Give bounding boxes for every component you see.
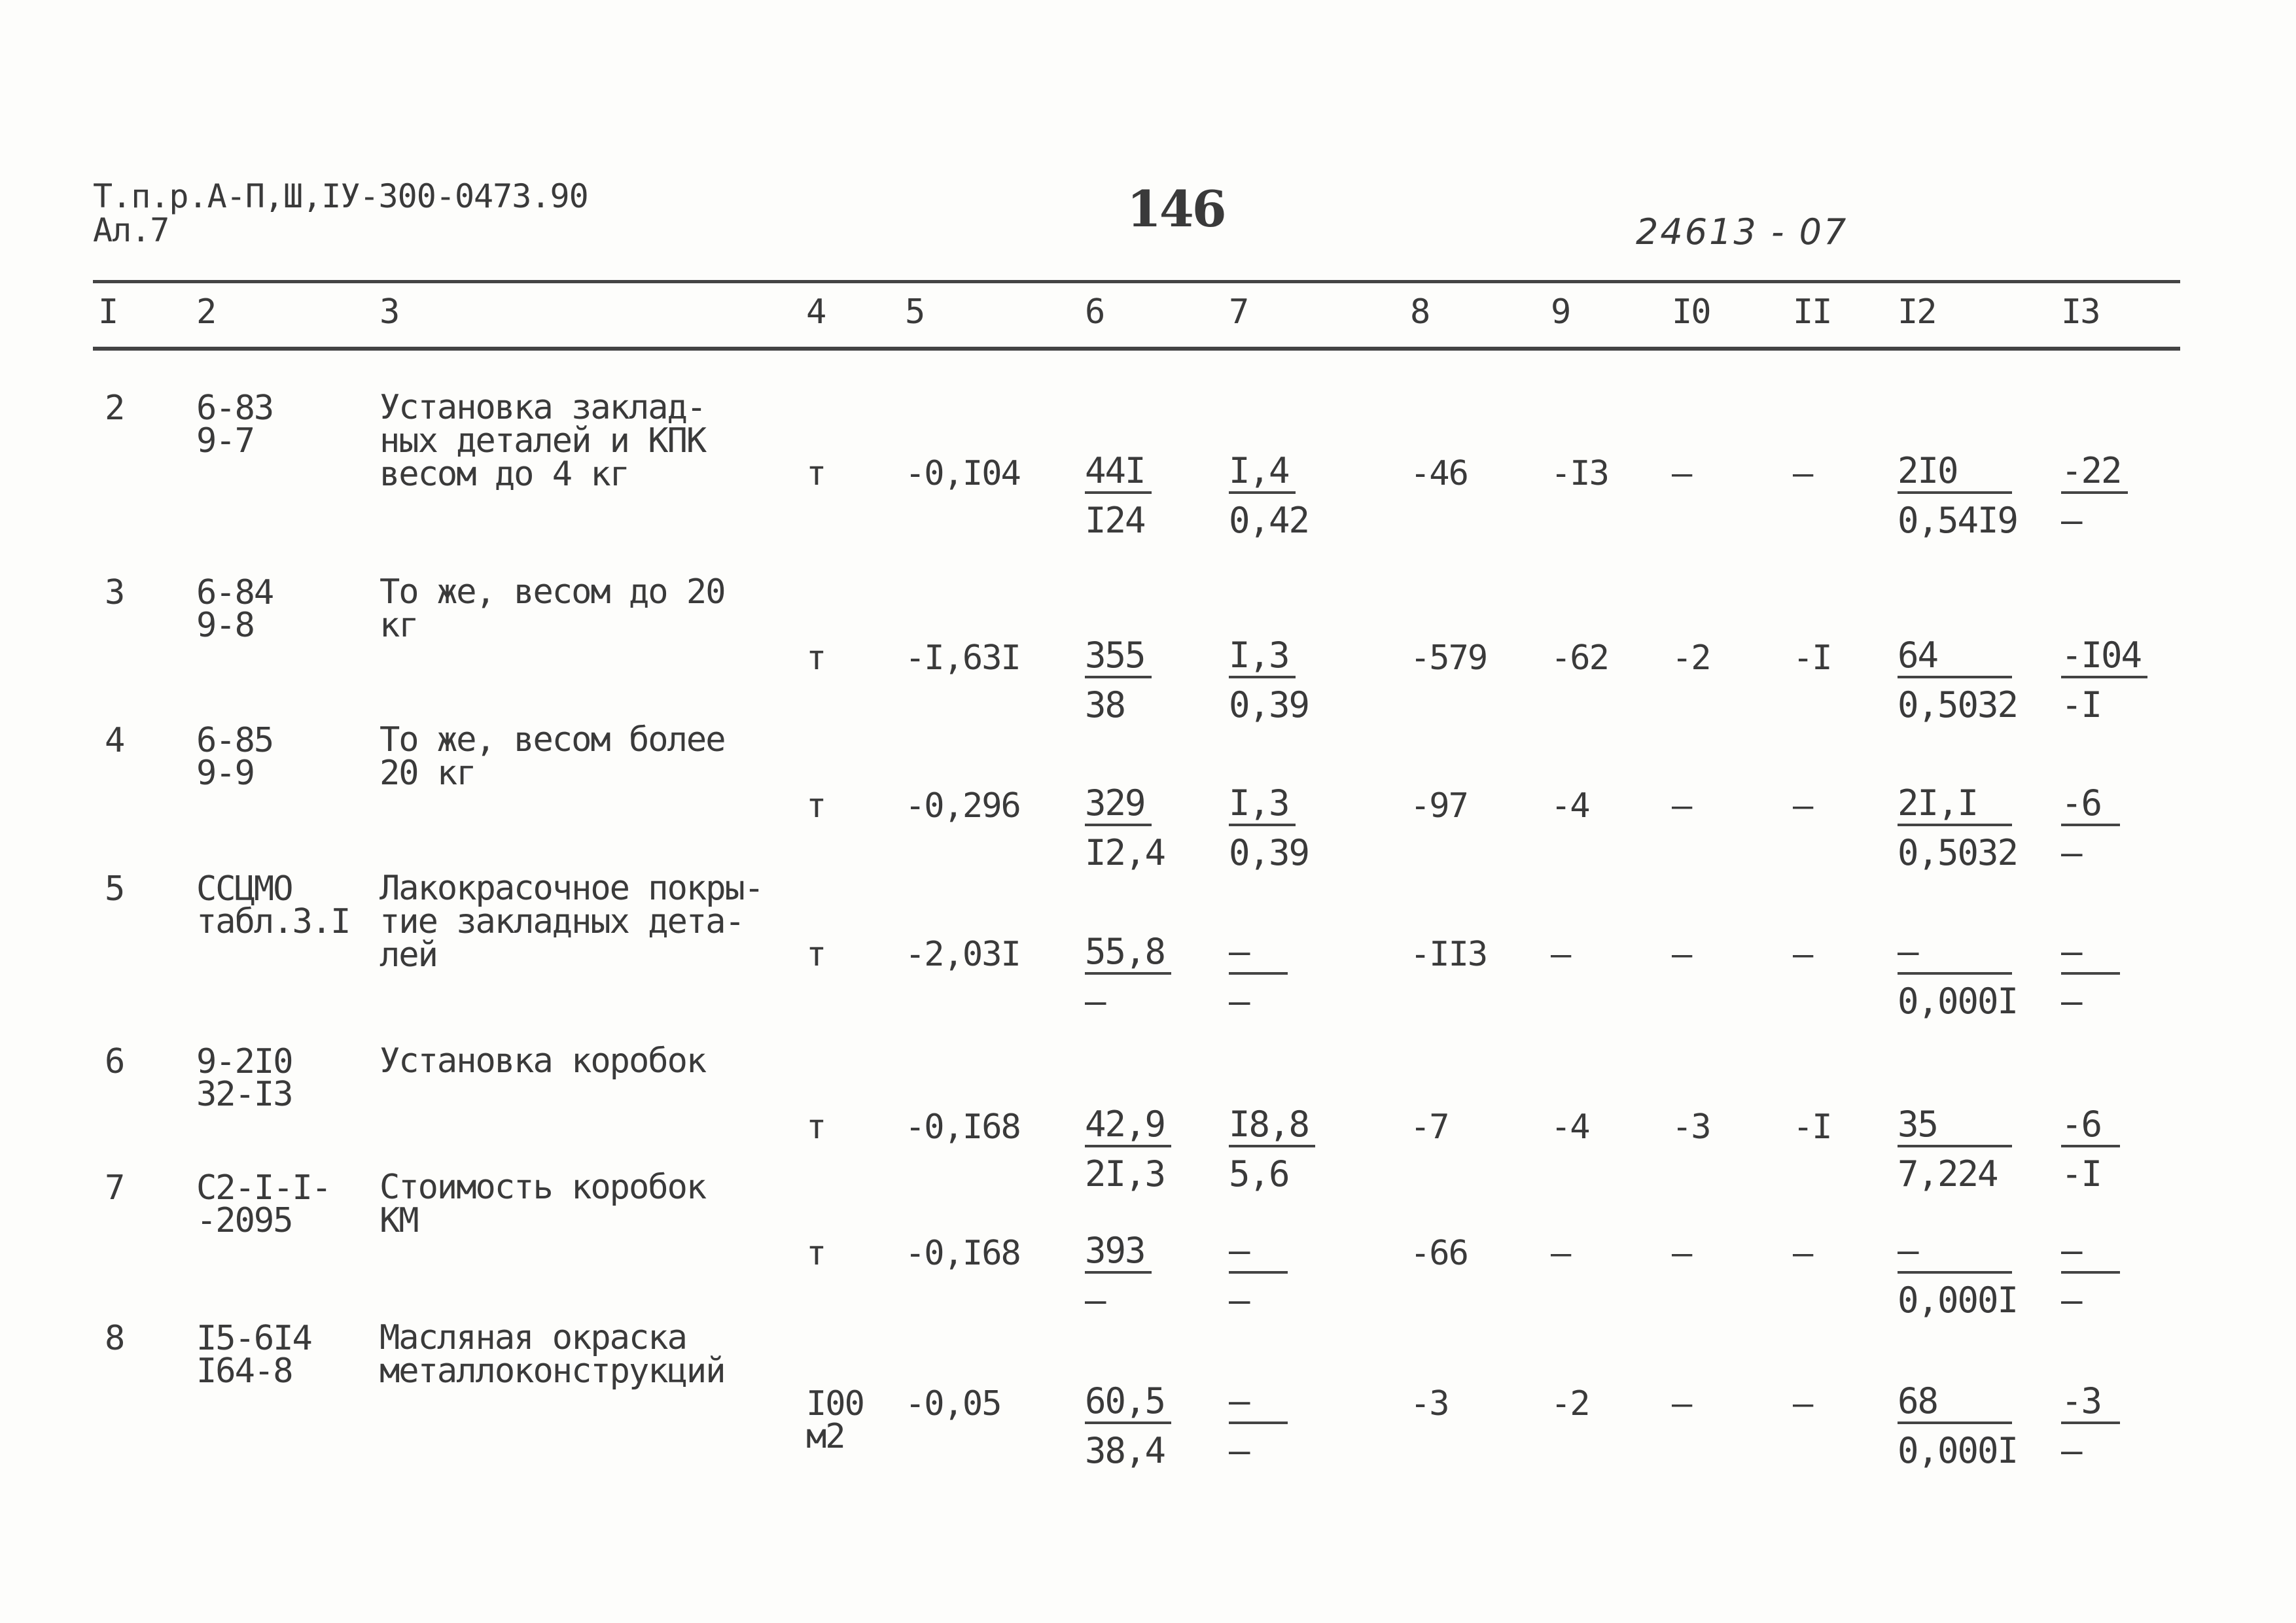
labor-fraction bbox=[1898, 1230, 2018, 1321]
value-col-8: -46 bbox=[1410, 454, 1468, 493]
cost-machine-fraction-denominator: – bbox=[1229, 1430, 1249, 1471]
norm-code: 6-85 bbox=[196, 721, 274, 760]
document-code: Т.п.р.А-П,Ш,IУ-300-0473.90 bbox=[93, 177, 588, 215]
result-fraction bbox=[2061, 450, 2128, 541]
work-description-line: лей bbox=[380, 935, 437, 975]
value-col-8: -7 bbox=[1410, 1108, 1449, 1147]
norm-code: С2-I-I- bbox=[196, 1168, 331, 1208]
cost-total-fraction-denominator: – bbox=[1085, 1280, 1105, 1321]
column-header-8: 8 bbox=[1410, 292, 1430, 332]
value-col-11: -I bbox=[1793, 1108, 1831, 1147]
result-fraction-denominator: – bbox=[2061, 832, 2081, 873]
labor-fraction-denominator: 0,54I9 bbox=[1898, 500, 2018, 541]
quantity: -0,I68 bbox=[905, 1234, 1020, 1273]
cost-machine-fraction bbox=[1229, 1230, 1288, 1321]
labor-fraction bbox=[1898, 450, 2018, 541]
row-number: 4 bbox=[105, 721, 124, 760]
column-header-7: 7 bbox=[1229, 292, 1248, 332]
column-header-10: I0 bbox=[1672, 292, 1710, 332]
result-fraction bbox=[2061, 931, 2120, 1022]
result-fraction bbox=[2061, 1230, 2120, 1321]
norm-code: 9-2I0 bbox=[196, 1042, 292, 1081]
norm-code-sub: 32-I3 bbox=[196, 1075, 292, 1114]
labor-fraction-numerator: 2I0 bbox=[1898, 453, 2012, 494]
labor-fraction-denominator: 0,000I bbox=[1898, 981, 2018, 1022]
value-col-8: -579 bbox=[1410, 638, 1487, 678]
column-header-9: 9 bbox=[1551, 292, 1570, 332]
sheet-label: Ал.7 bbox=[93, 211, 169, 249]
value-col-10: – bbox=[1672, 454, 1691, 493]
row-number: 6 bbox=[105, 1042, 124, 1081]
cost-machine-fraction-denominator: – bbox=[1229, 981, 1249, 1022]
cost-total-fraction-numerator: 55,8 bbox=[1085, 934, 1171, 975]
work-description-line: КМ bbox=[380, 1201, 418, 1240]
result-fraction bbox=[2061, 782, 2120, 873]
value-col-10: – bbox=[1672, 1384, 1691, 1423]
value-col-11: – bbox=[1793, 935, 1812, 974]
cost-total-fraction bbox=[1085, 450, 1152, 541]
value-col-10: -2 bbox=[1672, 638, 1710, 678]
norm-code-sub: 9-9 bbox=[196, 754, 254, 793]
result-fraction-numerator: -I04 bbox=[2061, 638, 2147, 678]
norm-code-sub: I64-8 bbox=[196, 1352, 292, 1391]
table-header-rule bbox=[93, 347, 2180, 351]
value-col-10: – bbox=[1672, 786, 1691, 826]
labor-fraction bbox=[1898, 1104, 2012, 1195]
cost-total-fraction-numerator: 60,5 bbox=[1085, 1384, 1171, 1424]
value-col-9: -I3 bbox=[1551, 454, 1608, 493]
result-fraction-denominator: – bbox=[2061, 500, 2081, 541]
column-header-13: I3 bbox=[2061, 292, 2100, 332]
cost-total-fraction-numerator: 42,9 bbox=[1085, 1107, 1171, 1147]
cost-machine-fraction-numerator: – bbox=[1229, 1233, 1288, 1274]
labor-fraction bbox=[1898, 1380, 2018, 1471]
quantity: -0,296 bbox=[905, 786, 1020, 826]
work-description-line: Лакокрасочное покры- bbox=[380, 869, 764, 908]
value-col-9: -4 bbox=[1551, 1108, 1589, 1147]
result-fraction-denominator: -I bbox=[2061, 1153, 2102, 1195]
value-col-11: – bbox=[1793, 1384, 1812, 1423]
result-fraction-denominator: – bbox=[2061, 1430, 2081, 1471]
cost-machine-fraction bbox=[1229, 1380, 1288, 1471]
value-col-11: – bbox=[1793, 1234, 1812, 1273]
table-top-rule bbox=[93, 280, 2180, 283]
value-col-9: -2 bbox=[1551, 1384, 1589, 1423]
unit-of-measure: т bbox=[806, 638, 826, 678]
labor-fraction bbox=[1898, 782, 2018, 873]
labor-fraction-denominator: 7,224 bbox=[1898, 1153, 1998, 1195]
handwritten-stamp-number: 24613 - 07 bbox=[1636, 211, 1848, 253]
cost-total-fraction-denominator: 38,4 bbox=[1085, 1430, 1165, 1471]
result-fraction-denominator: -I bbox=[2061, 684, 2102, 725]
cost-machine-fraction bbox=[1229, 782, 1309, 873]
labor-fraction-numerator: 68 bbox=[1898, 1384, 2012, 1424]
work-description-line: 20 кг bbox=[380, 754, 476, 793]
work-description-line: кг bbox=[380, 606, 418, 645]
cost-machine-fraction-numerator: – bbox=[1229, 1384, 1288, 1424]
labor-fraction-numerator: – bbox=[1898, 1233, 2012, 1274]
norm-code-sub: табл.3.I bbox=[196, 902, 350, 941]
norm-code-sub: 9-7 bbox=[196, 421, 254, 461]
norm-code: 6-84 bbox=[196, 573, 274, 612]
column-header-5: 5 bbox=[905, 292, 925, 332]
norm-code: ССЦМО bbox=[196, 869, 292, 909]
value-col-9: – bbox=[1551, 1234, 1570, 1273]
work-description-line: ных деталей и КПК bbox=[380, 421, 706, 461]
labor-fraction-numerator: 35 bbox=[1898, 1107, 2012, 1147]
cost-total-fraction-numerator: 44I bbox=[1085, 453, 1152, 494]
work-description-line: весом до 4 кг bbox=[380, 455, 629, 494]
labor-fraction-numerator: 64 bbox=[1898, 638, 2012, 678]
cost-total-fraction-numerator: 355 bbox=[1085, 638, 1152, 678]
work-description-line: тие закладных дета- bbox=[380, 902, 744, 941]
row-number: 8 bbox=[105, 1319, 124, 1358]
cost-total-fraction-denominator: – bbox=[1085, 981, 1105, 1022]
norm-code-sub: -2095 bbox=[196, 1201, 292, 1240]
value-col-10: -3 bbox=[1672, 1108, 1710, 1147]
work-description-line: металлоконструкций bbox=[380, 1352, 725, 1391]
result-fraction-numerator: -22 bbox=[2061, 453, 2128, 494]
cost-total-fraction-denominator: I2,4 bbox=[1085, 832, 1165, 873]
value-col-8: -97 bbox=[1410, 786, 1468, 826]
cost-machine-fraction bbox=[1229, 450, 1309, 541]
cost-machine-fraction bbox=[1229, 1104, 1315, 1195]
column-header-12: I2 bbox=[1898, 292, 1936, 332]
column-header-11: II bbox=[1793, 292, 1831, 332]
value-col-11: – bbox=[1793, 454, 1812, 493]
quantity: -I,63I bbox=[905, 638, 1020, 678]
work-description-line: Установка коробок bbox=[380, 1041, 706, 1081]
labor-fraction-denominator: 0,5032 bbox=[1898, 832, 2018, 873]
value-col-10: – bbox=[1672, 1234, 1691, 1273]
page-number: 146 bbox=[1127, 180, 1225, 238]
unit-of-measure: т bbox=[806, 786, 826, 826]
result-fraction-denominator: – bbox=[2061, 981, 2081, 1022]
quantity: -0,I04 bbox=[905, 454, 1020, 493]
work-description-line: То же, весом до 20 bbox=[380, 572, 725, 612]
value-col-8: -II3 bbox=[1410, 935, 1487, 974]
work-description-line: То же, весом более bbox=[380, 720, 725, 759]
cost-machine-fraction-numerator: I,3 bbox=[1229, 638, 1296, 678]
labor-fraction bbox=[1898, 931, 2018, 1022]
quantity: -0,I68 bbox=[905, 1108, 1020, 1147]
labor-fraction-denominator: 0,000I bbox=[1898, 1280, 2018, 1321]
labor-fraction bbox=[1898, 635, 2018, 725]
norm-code: I5-6I4 bbox=[196, 1319, 311, 1358]
quantity: -0,05 bbox=[905, 1384, 1001, 1423]
cost-machine-fraction bbox=[1229, 635, 1309, 725]
cost-total-fraction-denominator: 38 bbox=[1085, 684, 1125, 725]
labor-fraction-numerator: – bbox=[1898, 934, 2012, 975]
result-fraction-numerator: -3 bbox=[2061, 1384, 2120, 1424]
result-fraction-numerator: – bbox=[2061, 1233, 2120, 1274]
quantity: -2,03I bbox=[905, 935, 1020, 974]
work-description-line: Стоимость коробок bbox=[380, 1168, 706, 1207]
cost-total-fraction-denominator: 2I,3 bbox=[1085, 1153, 1165, 1195]
work-description-line: Масляная окраска bbox=[380, 1318, 686, 1357]
row-number: 7 bbox=[105, 1168, 124, 1208]
norm-code-sub: 9-8 bbox=[196, 606, 254, 645]
norm-code: 6-83 bbox=[196, 389, 274, 428]
cost-machine-fraction-numerator: I,3 bbox=[1229, 786, 1296, 826]
cost-machine-fraction-numerator: I,4 bbox=[1229, 453, 1296, 494]
cost-total-fraction-numerator: 393 bbox=[1085, 1233, 1152, 1274]
labor-fraction-denominator: 0,5032 bbox=[1898, 684, 2018, 725]
value-col-8: -3 bbox=[1410, 1384, 1449, 1423]
column-header-4: 4 bbox=[806, 292, 826, 332]
column-header-2: 2 bbox=[196, 292, 216, 332]
result-fraction-numerator: – bbox=[2061, 934, 2120, 975]
labor-fraction-denominator: 0,000I bbox=[1898, 1430, 2018, 1471]
unit-of-measure: т bbox=[806, 1234, 826, 1273]
result-fraction-numerator: -6 bbox=[2061, 1107, 2120, 1147]
cost-total-fraction bbox=[1085, 1104, 1171, 1195]
unit-of-measure: т bbox=[806, 935, 826, 974]
value-col-11: -I bbox=[1793, 638, 1831, 678]
cost-machine-fraction-denominator: 0,39 bbox=[1229, 684, 1309, 725]
result-fraction bbox=[2061, 1380, 2120, 1471]
cost-machine-fraction-numerator: I8,8 bbox=[1229, 1107, 1315, 1147]
cost-total-fraction bbox=[1085, 931, 1171, 1022]
column-header-6: 6 bbox=[1085, 292, 1104, 332]
row-number: 3 bbox=[105, 573, 124, 612]
cost-total-fraction-denominator: I24 bbox=[1085, 500, 1145, 541]
cost-total-fraction-numerator: 329 bbox=[1085, 786, 1152, 826]
unit-of-measure: т bbox=[806, 1108, 826, 1147]
unit-of-measure: м2 bbox=[806, 1417, 845, 1456]
row-number: 5 bbox=[105, 869, 124, 909]
row-number: 2 bbox=[105, 389, 124, 428]
value-col-8: -66 bbox=[1410, 1234, 1468, 1273]
cost-total-fraction bbox=[1085, 1380, 1171, 1471]
cost-machine-fraction-denominator: – bbox=[1229, 1280, 1249, 1321]
cost-machine-fraction-denominator: 5,6 bbox=[1229, 1153, 1289, 1195]
result-fraction bbox=[2061, 1104, 2120, 1195]
cost-total-fraction bbox=[1085, 635, 1152, 725]
value-col-9: – bbox=[1551, 935, 1570, 974]
value-col-9: -4 bbox=[1551, 786, 1589, 826]
cost-total-fraction bbox=[1085, 1230, 1152, 1321]
cost-machine-fraction bbox=[1229, 931, 1288, 1022]
value-col-11: – bbox=[1793, 786, 1812, 826]
result-fraction bbox=[2061, 635, 2147, 725]
value-col-10: – bbox=[1672, 935, 1691, 974]
cost-machine-fraction-numerator: – bbox=[1229, 934, 1288, 975]
cost-machine-fraction-denominator: 0,39 bbox=[1229, 832, 1309, 873]
result-fraction-denominator: – bbox=[2061, 1280, 2081, 1321]
cost-total-fraction bbox=[1085, 782, 1165, 873]
result-fraction-numerator: -6 bbox=[2061, 786, 2120, 826]
value-col-9: -62 bbox=[1551, 638, 1608, 678]
column-header-3: 3 bbox=[380, 292, 399, 332]
labor-fraction-numerator: 2I,I bbox=[1898, 786, 2012, 826]
work-description-line: Установка заклад- bbox=[380, 388, 706, 427]
unit-of-measure: I00 bbox=[806, 1384, 864, 1423]
cost-machine-fraction-denominator: 0,42 bbox=[1229, 500, 1309, 541]
unit-of-measure: т bbox=[806, 454, 826, 493]
column-header-1: I bbox=[98, 292, 118, 332]
